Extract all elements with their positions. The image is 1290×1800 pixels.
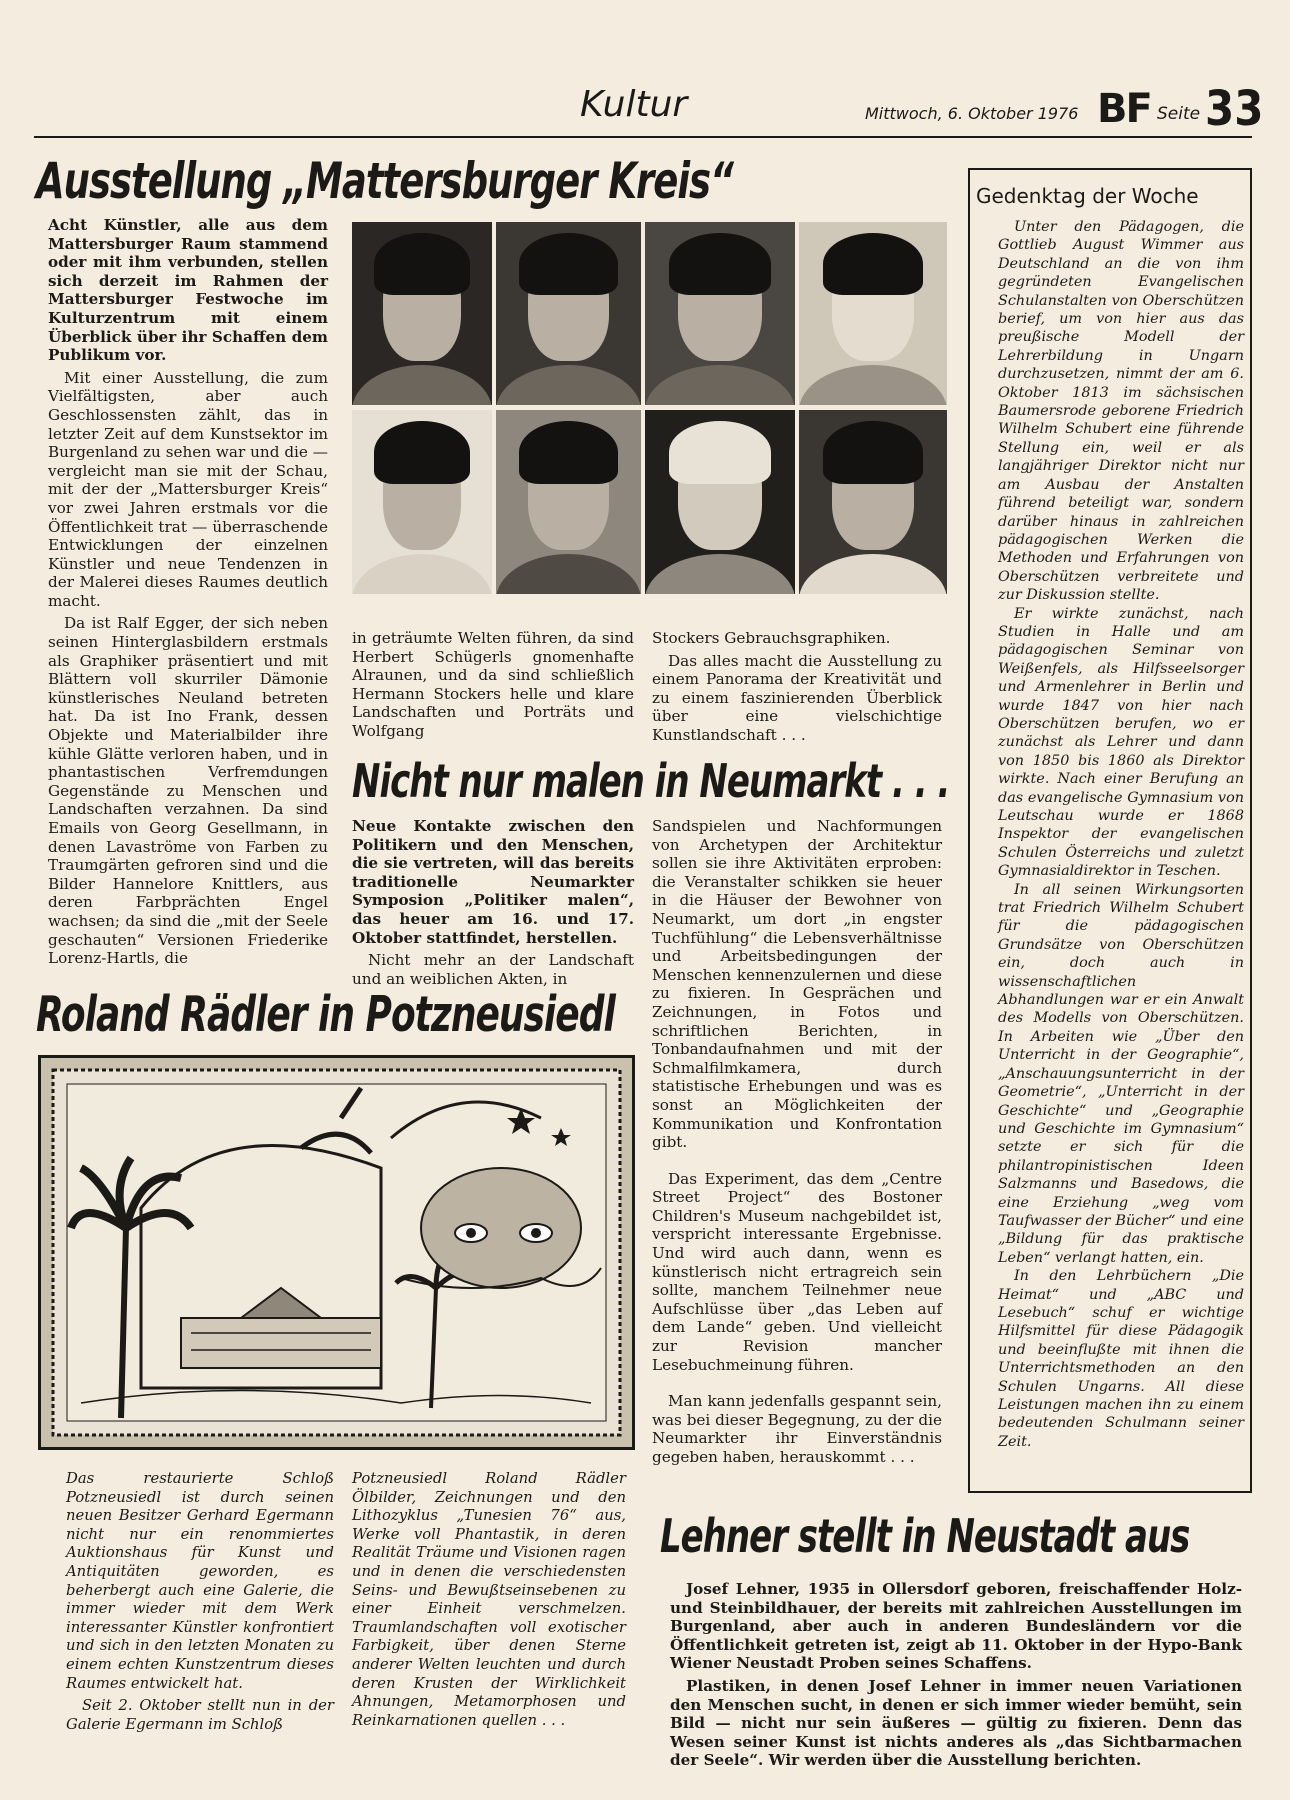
article2-paragraph: Das Experiment, das dem „Centre Street Project“ des Bostoner Children's Museum nachgebildet ist, verspricht interessante Ergebnisse. Und wird auch dann, wenn es künstlerisch nicht ertragreich sein sollte, manchem Teilnehmer neue Aufschlüsse über „das Leben auf dem Lande“ geben. Und vielleicht zur Revision mancher Lesebuchmeinung führen. <box>652 1169 942 1374</box>
article1-paragraph: in geträumte Welten führen, da sind Herbert Schügerls gnomenhafte Alraunen, und da sind schließlich Hermann Stockers helle und klare Landschaften und Porträts und Wolfgang <box>352 629 634 740</box>
sidebar-body <box>998 218 1244 1451</box>
article1-body-col1 <box>48 216 328 968</box>
page-number: 33 <box>1205 80 1264 137</box>
article1-body-col2 <box>352 629 634 741</box>
article4-paragraph: Plastiken, in denen Josef Lehner in immer neuen Variationen den Menschen sucht, in denen er sich immer wieder bemüht, sein Bild — nicht nur sein äußeres — gültig zu fixieren. Denn das Wesen seiner Kunst ist nichts anderes als „das Sichtbarmachen der Seele“. Wir werden über die Ausstellung berichten. <box>670 1676 1242 1770</box>
newspaper-logo: BF <box>1097 86 1151 132</box>
article2-paragraph: Sandspielen und Nachformungen von Archetypen der Architektur sollen sie ihre Aktivitäten erproben: die Veranstalter schikken sie heuer in die Häuser der Bewohner von Neumarkt, um dort „in engster Tuchfühlung“ die Lebensverhältnisse und Arbeitsbedingungen der Menschen kennenzulernen und diese zu fixieren. In Gesprächen und Zeichnungen, in Fotos und schriftlichen Berichten, in Tonbandaufnahmen und mit der Schmalfilmkamera, durch statistische Erhebungen und was es sonst an Möglichkeiten der Kommunikation und Konfrontation gibt. <box>652 817 942 1152</box>
sidebar-paragraph: In all seinen Wirkungsorten trat Friedrich Wilhelm Schubert für die pädagogischen Grundsätze von Oberschützen ein, doch auch in wissenschaftlichen Abhandlungen war er ein Anwalt des Modells von Oberschützen. In Arbeiten wie „Über den Unterricht in der Geographie“, „Anschauungsunterricht in der Geometrie“, „Unterricht in der Geschichte“ und „Geographie und Geschichte im Gymnasium“ setzte er sich für die philantropinistischen Ideen Salzmanns und Basedows, die eine Erziehung „weg vom Taufwasser der Bücher“ und eine „Bildung für das praktische Leben“ verlangt hatten, ein. <box>998 881 1244 1266</box>
article1-paragraph: Das alles macht die Ausstellung zu einem Panorama der Kreativität und zu einem faszinierenden Überblick über eine vielschichtige Kunstlandschaft . . . <box>652 651 942 744</box>
article3-paragraph: Das restaurierte Schloß Potzneusiedl ist durch seinen neuen Besitzer Gerhard Egermann nicht nur ein renommiertes Auktionshaus für Kunst und Antiquitäten geworden, es beherbergt auch eine Galerie, die immer wieder mit dem Werk interessanter Künstler konfrontiert und sich in den letzten Monaten zu einem echten Kunstzentrum dieses Raumes entwickelt hat. <box>66 1470 334 1692</box>
article4-headline: Lehner stellt in Neustadt aus <box>660 1510 1190 1564</box>
article3-headline: Roland Rädler in Potzneusiedl <box>36 988 615 1044</box>
portrait-photo <box>496 222 641 405</box>
sidebar-paragraph: Unter den Pädagogen, die Gottlieb August Wimmer aus Deutschland an die von ihm gegründeten Evangelischen Schulanstalten von Oberschützen berief, um von hier aus das preußische Modell der Lehrerbildung in Ungarn durchzusetzen, nimmt der am 6. Oktober 1813 im sächsischen Baumersrode geborene Friedrich Wilhelm Schubert eine führende Stellung ein, weil er als langjähriger Direktor nicht nur am Ausbau der Anstalten führend beteiligt war, sondern darüber hinaus in zahlreichen pädagogischen Werken die Methoden und Erfahrungen von Oberschützen verbreitete und zur Diskussion stellte. <box>998 219 1244 604</box>
article2-lead: Neue Kontakte zwischen den Politikern und den Menschen, die sie vertreten, will das bereits traditionelle Neumarkter Symposion „Politiker malen“, das heuer am 16. und 17. Oktober stattfindet, herstellen. <box>352 817 634 947</box>
sidebar-paragraph: Er wirkte zunächst, nach Studien in Halle und am pädagogischen Seminar von Weißenfels, als Hilfsseelsorger und Armenlehrer in Berlin und wurde 1847 von hier nach Oberschützen berufen, wo er zunächst als Lehrer und dann von 1850 bis 1860 als Direktor wirkte. Nach einer Berufung an das evangelische Gymnasium von Leutschau wurde er 1868 Inspektor der evangelischen Schulen Österreichs und zuletzt Gymnasialdirektor in Teschen. <box>998 605 1244 880</box>
article1-body-col3 <box>652 629 942 745</box>
artist-portraits-grid <box>340 220 950 594</box>
article1-paragraph: Stockers Gebrauchsgraphiken. <box>652 629 891 647</box>
portrait-photo <box>799 410 947 594</box>
portrait-photo <box>352 222 492 405</box>
portrait-photo <box>799 222 947 405</box>
article2-paragraph: Nicht mehr an der Landschaft und an weiblichen Akten, in <box>352 951 634 988</box>
portrait-photo <box>496 410 641 594</box>
article1-paragraph: Mit einer Ausstellung, die zum Vielfältigsten, aber auch Geschlossensten zählt, das in letzter Zeit auf dem Kunstsektor im Burgenland zu sehen war und die — vergleicht man sie mit der Schau, mit der der „Mattersburger Kreis“ vor zwei Jahren erstmals vor die Öffentlichkeit trat — überraschende Entwicklungen der einzelnen Künstler und neue Tendenzen in der Malerei dieses Raumes deutlich macht. <box>48 368 328 610</box>
section-title: Kultur <box>580 84 688 125</box>
article2-paragraph: Man kann jedenfalls gespannt sein, was bei dieser Begegnung, zu der die Neumarkter ihr Einverständnis gegeben haben, herauskommt . . . <box>652 1392 942 1466</box>
article1-lead: Acht Künstler, alle aus dem Mattersburger Raum stammend oder mit ihm verbunden, stellen sich derzeit im Rahmen der Mattersburger Festwoche im Kulturzentrum mit einem Überblick über ihr Schaffen dem Publikum vor. <box>48 216 328 365</box>
article4-body <box>670 1580 1242 1770</box>
artwork-illustration <box>41 1058 632 1447</box>
portrait-photo <box>645 410 795 594</box>
sidebar-title: Gedenktag der Woche <box>976 184 1199 208</box>
article2-headline: Nicht nur malen in Neumarkt . . . <box>352 755 950 809</box>
sidebar-paragraph: In den Lehrbüchern „Die Heimat“ und „ABC und Lesebuch“ schuf er wichtige Hilfsmittel für diese Pädagogik und beeinflußte mit ihnen die Unterrichtsmethoden an den Schulen Ungarns. All diese Leistungen machen ihn zu einem bedeutenden Schulmann seiner Zeit. <box>998 1268 1244 1450</box>
article3-body-col2 <box>352 1470 626 1730</box>
article3-paragraph: Seit 2. Oktober stellt nun in der Galerie Egermann im Schloß <box>66 1697 334 1733</box>
article3-paragraph: Potzneusiedl Roland Rädler Ölbilder, Zeichnungen und den Lithozyklus „Tunesien 76“ aus, Werke voll Phantastik, in deren Realität Träume und Visionen ragen und in denen die verschiedensten Seins- und Bewußtseinsebenen zu einer Einheit verschmelzen. Traumlandschaften voll exotischer Farbigkeit, über denen Sterne anderer Welten leuchten und durch deren Krusten der Wirklichkeit Ahnungen, Metamorphosen und Reinkarnationen quellen . . . <box>352 1470 626 1729</box>
article4-paragraph: Josef Lehner, 1935 in Ollersdorf geboren, freischaffender Holz- und Steinbildhauer, der bereits mit zahlreichen Ausstellungen im Burgenland, aber auch in anderen Bundesländern vor die Öffentlichkeit getreten ist, zeigt ab 11. Oktober in der Hypo-Bank Wiener Neustadt Proben seines Schaffens. <box>670 1580 1242 1673</box>
article2-body-col2 <box>652 817 942 1467</box>
page-label: Seite <box>1157 104 1201 124</box>
issue-date: Mittwoch, 6. Oktober 1976 <box>865 104 1079 123</box>
article2-body-col1 <box>352 817 634 988</box>
article3-body-col1 <box>66 1470 334 1734</box>
header-rule <box>34 136 1252 138</box>
gedenktag-sidebar <box>968 168 1252 1493</box>
article1-paragraph: Da ist Ralf Egger, der sich neben seinen Hinterglasbildern erstmals als Graphiker präsentiert und mit Blättern voll skurriler Dämonie künstlerisches Neuland betreten hat. Da ist Ino Frank, dessen Objekte und Materialbilder ihre kühle Glätte verloren haben, und in phantastischen Verfremdungen Gegenstände zu Menschen und Landschaften verzahnen. Da sind Emails von Georg Gesellmann, in denen Lavaströme von Farben zu Traumgärten gefroren sind und die Bilder Hannelore Knittlers, aus deren Farbprächten Engel wachsen; da sind die „mit der Seele geschauten“ Versionen Friederike Lorenz-Hartls, die <box>48 614 328 968</box>
rädler-artwork <box>38 1055 635 1450</box>
portrait-photo <box>352 410 492 594</box>
portrait-photo <box>645 222 795 405</box>
article1-headline: Ausstellung „Mattersburger Kreis“ <box>36 152 733 211</box>
